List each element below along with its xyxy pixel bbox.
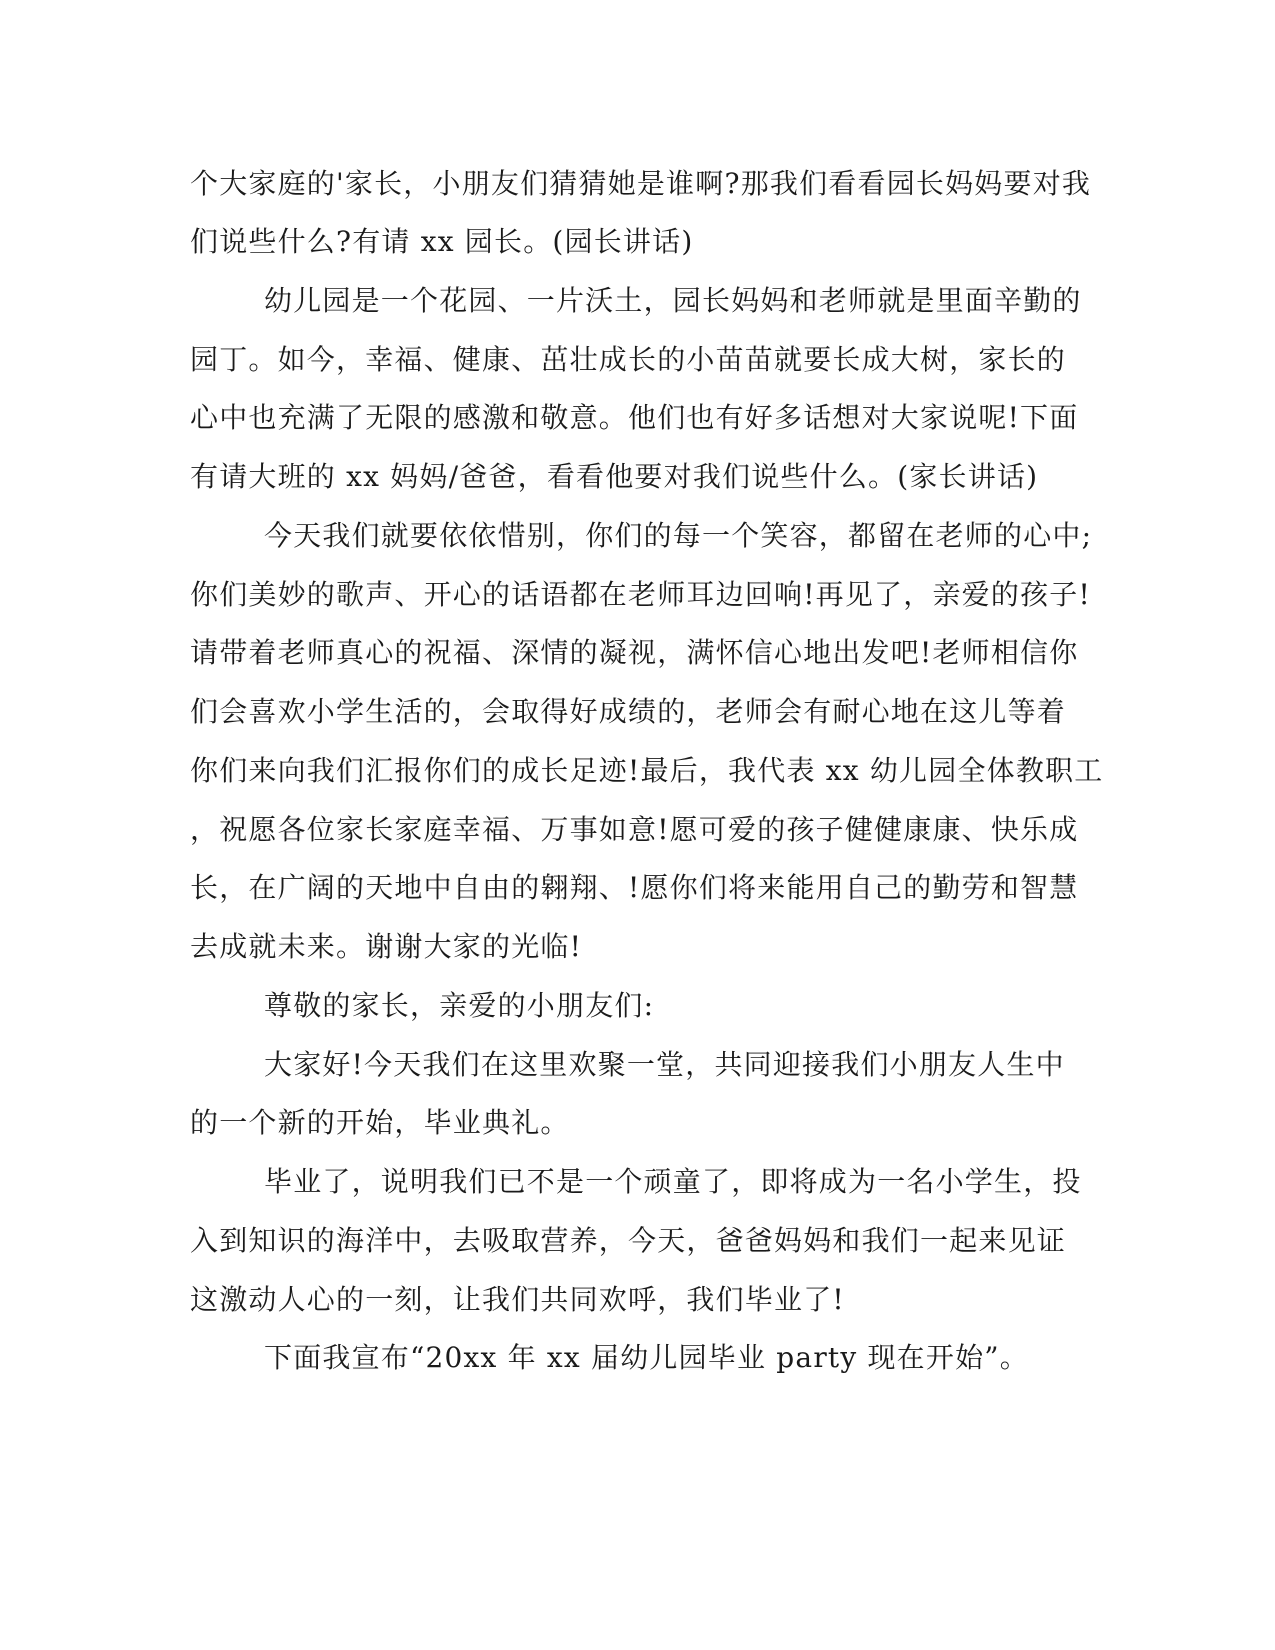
text-line: 有请大班的 xx 妈妈/爸爸，看看他要对我们说些什么。(家长讲话) <box>190 460 1039 493</box>
text-line: 心中也充满了无限的感激和敬意。他们也有好多话想对大家说呢!下面 <box>190 401 1079 434</box>
text-line: 的一个新的开始，毕业典礼。 <box>190 1106 570 1139</box>
text-line: 幼儿园是一个花园、一片沃土，园长妈妈和老师就是里面辛勤的 <box>264 284 1082 317</box>
text-line: 这激动人心的一刻，让我们共同欢呼，我们毕业了! <box>190 1283 845 1316</box>
text-line: 长，在广阔的天地中自由的翱翔、!愿你们将来能用自己的勤劳和智慧 <box>190 871 1079 904</box>
text-line: 请带着老师真心的祝福、深情的凝视，满怀信心地出发吧!老师相信你 <box>190 636 1079 669</box>
text-line: 毕业了，说明我们已不是一个顽童了，即将成为一名小学生，投 <box>264 1165 1082 1198</box>
text-line: 你们来向我们汇报你们的成长足迹!最后，我代表 xx 幼儿园全体教职工 <box>190 754 1104 787</box>
text-line: ，祝愿各位家长家庭幸福、万事如意!愿可爱的孩子健健康康、快乐成 <box>190 813 1079 846</box>
text-line: 你们美妙的歌声、开心的话语都在老师耳边回响!再见了，亲爱的孩子! <box>190 578 1091 611</box>
text-line: 入到知识的海洋中，去吸取营养，今天，爸爸妈妈和我们一起来见证 <box>190 1224 1067 1257</box>
text-line: 去成就未来。谢谢大家的光临! <box>190 930 583 963</box>
text-line: 大家好!今天我们在这里欢聚一堂，共同迎接我们小朋友人生中 <box>264 1048 1065 1081</box>
text-line: 园丁。如今，幸福、健康、茁壮成长的小苗苗就要长成大树，家长的 <box>190 343 1067 376</box>
text-line: 们说些什么?有请 xx 园长。(园长讲话) <box>190 225 694 258</box>
text-line: 们会喜欢小学生活的，会取得好成绩的，老师会有耐心地在这儿等着 <box>190 695 1067 728</box>
text-line: 个大家庭的'家长，小朋友们猜猜她是谁啊?那我们看看园长妈妈要对我 <box>190 167 1092 200</box>
text-line: 今天我们就要依依惜别，你们的每一个笑容，都留在老师的心中; <box>264 519 1093 552</box>
text-line: 尊敬的家长，亲爱的小朋友们: <box>264 989 655 1022</box>
text-line: 下面我宣布“20xx 年 xx 届幼儿园毕业 party 现在开始”。 <box>264 1341 1029 1374</box>
